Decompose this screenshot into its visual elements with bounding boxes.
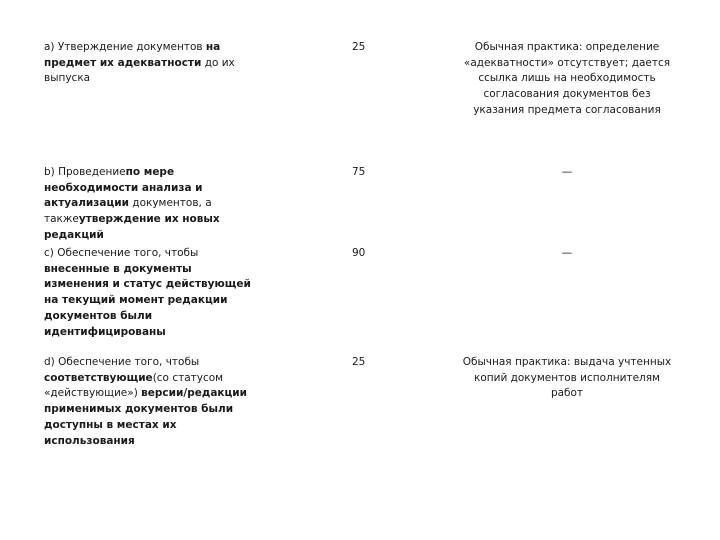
requirement-note: — bbox=[561, 247, 573, 259]
requirement-note: Обычная практика: определение «адекватности» отсутствует; дается ссылка лишь на необходимость согласования документов без указания предмета согласования bbox=[463, 41, 671, 116]
requirement-text: b) Проведениепо мере необходимости анализа и актуализации документов, а такжеутверждение их новых редакций bbox=[44, 166, 220, 241]
requirement-value: 90 bbox=[352, 247, 366, 259]
requirement-value: 75 bbox=[352, 166, 366, 178]
requirement-note: — bbox=[561, 166, 573, 178]
requirement-note: Обычная практика: выдача учтенных копий документов исполнителям работ bbox=[462, 356, 672, 400]
requirement-text: c) Обеспечение того, чтобы внесенные в документы изменения и статус действующей на текущий момент редакции документов были идентифицированы bbox=[44, 247, 251, 338]
requirement-value: 25 bbox=[352, 356, 366, 368]
requirement-value: 25 bbox=[352, 41, 366, 53]
requirement-text: а) Утверждение документов на предмет их адекватности до их выпуска bbox=[44, 41, 235, 85]
requirement-text: d) Обеспечение того, чтобы соответствующие(со статусом «действующие») версии/редакции применимых документов были доступны в местах их использования bbox=[44, 356, 248, 447]
